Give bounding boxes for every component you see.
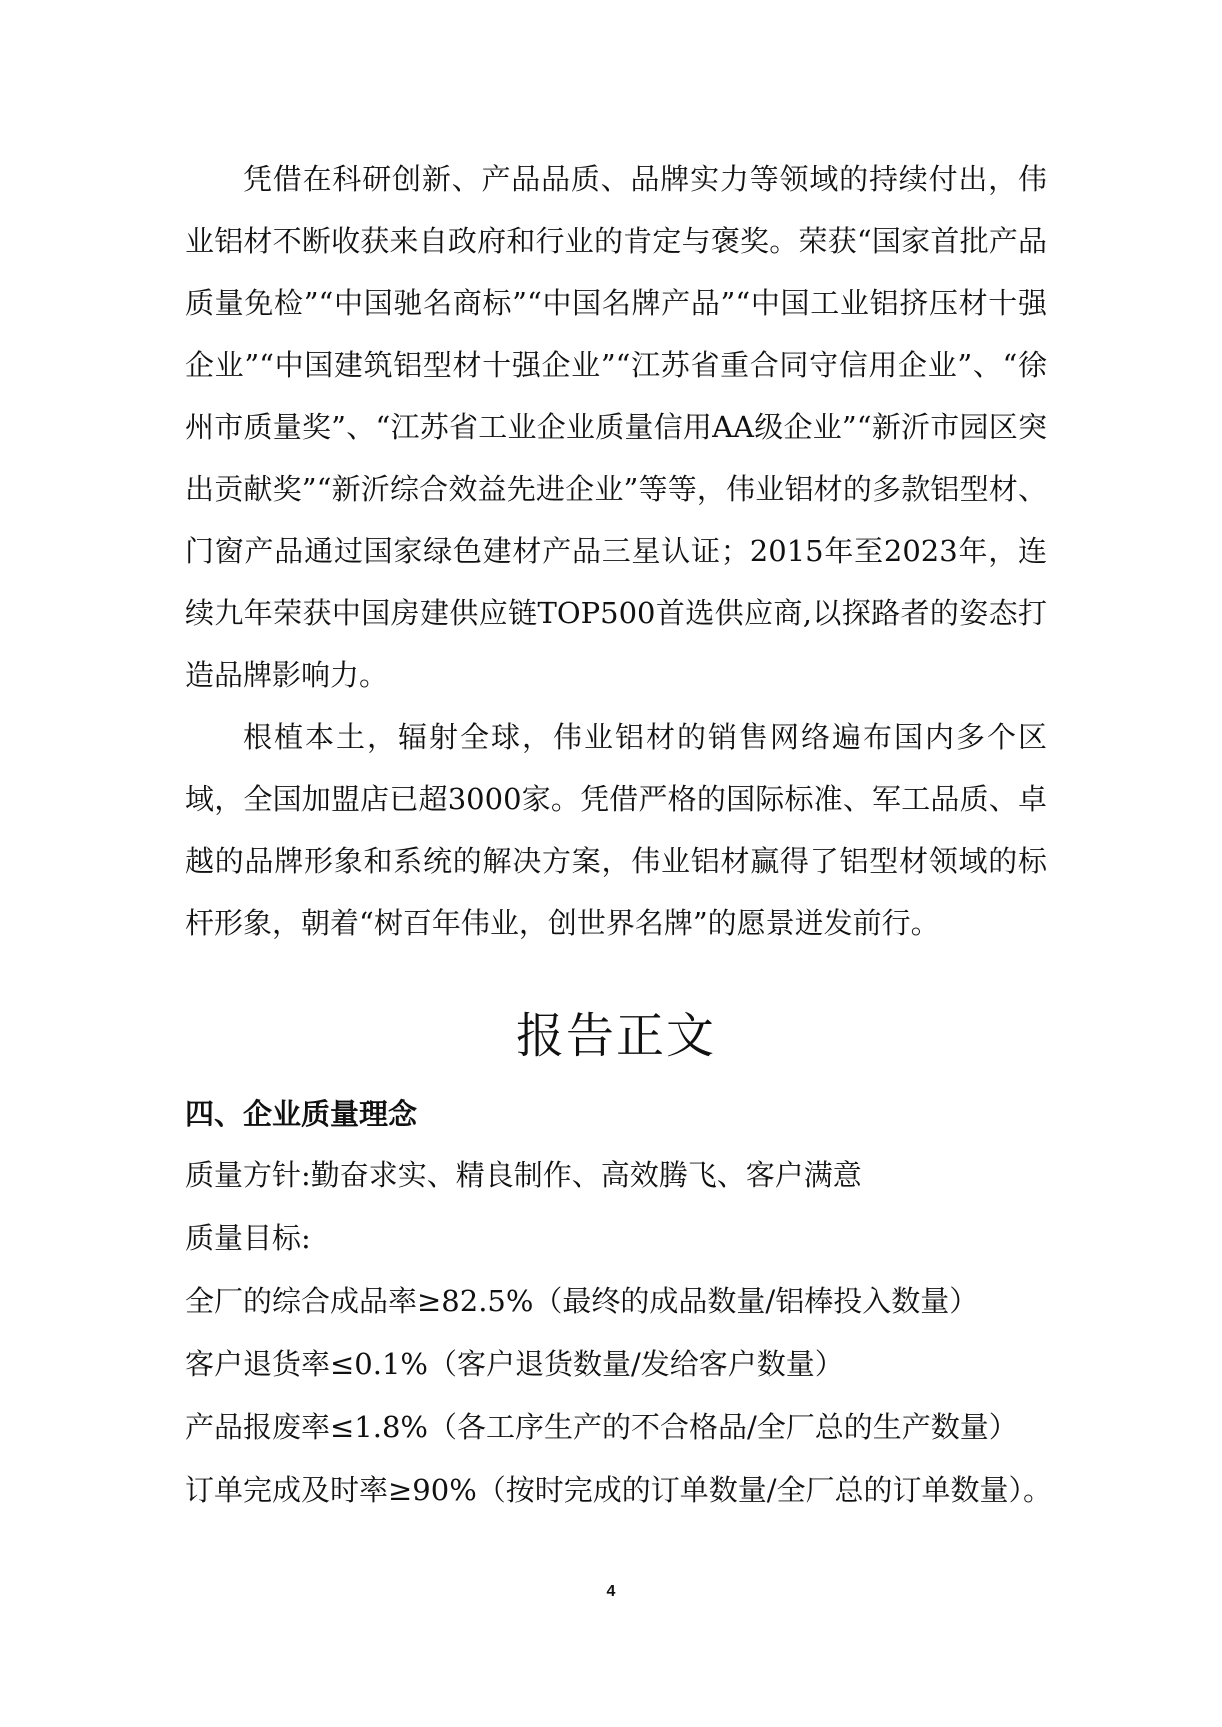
- section-title: 报告正文: [515, 1008, 716, 1064]
- subsection-title: 四、企业质量理念: [185, 1097, 418, 1131]
- quality-goals-label: 质量目标:: [185, 1221, 311, 1255]
- body-paragraph-awards: 凭借在科研创新、产品品质、品牌实力等领域的持续付出，伟业铝材不断收获来自政府和行业的肯定与褒奖。荣获“国家首批产品质量免检”“中国驰名商标”“中国名牌产品”“中国工业铝挤压材十强企业”“中国建筑铝型材十强企业”“江苏省重合同守信用企业”、“徐州市质量奖”、“江苏省工业企业质量信用AA级企业”“新沂市园区突出贡献奖”“新沂综合效益先进企业”等等，伟业铝材的多款铝型材、门窗产品通过国家绿色建材产品三星认证；2015年至2023年，连续九年荣获中国房建供应链TOP500首选供应商,以探路者的姿态打造品牌影响力。: [185, 162, 1047, 692]
- quality-goal-return-rate: 客户退货率≤0.1%（客户退货数量/发给客户数量）: [185, 1347, 844, 1381]
- page-number: 4: [606, 1583, 616, 1600]
- quality-goal-scrap-rate: 产品报废率≤1.8%（各工序生产的不合格品/全厂总的生产数量）: [185, 1410, 1018, 1444]
- page-content: [185, 148, 1053, 1522]
- quality-goal-yield-rate: 全厂的综合成品率≥82.5%（最终的成品数量/铝棒投入数量）: [185, 1284, 979, 1318]
- quality-goal-on-time-rate: 订单完成及时率≥90%（按时完成的订单数量/全厂总的订单数量）。: [185, 1473, 1053, 1507]
- quality-policy-line: 质量方针:勤奋求实、精良制作、高效腾飞、客户满意: [185, 1158, 862, 1192]
- body-paragraph-sales-network: 根植本土，辐射全球，伟业铝材的销售网络遍布国内多个区域，全国加盟店已超3000家。凭借严格的国际标准、军工品质、卓越的品牌形象和系统的解决方案，伟业铝材赢得了铝型材领域的标杆形象，朝着“树百年伟业，创世界名牌”的愿景迸发前行。: [185, 720, 1047, 940]
